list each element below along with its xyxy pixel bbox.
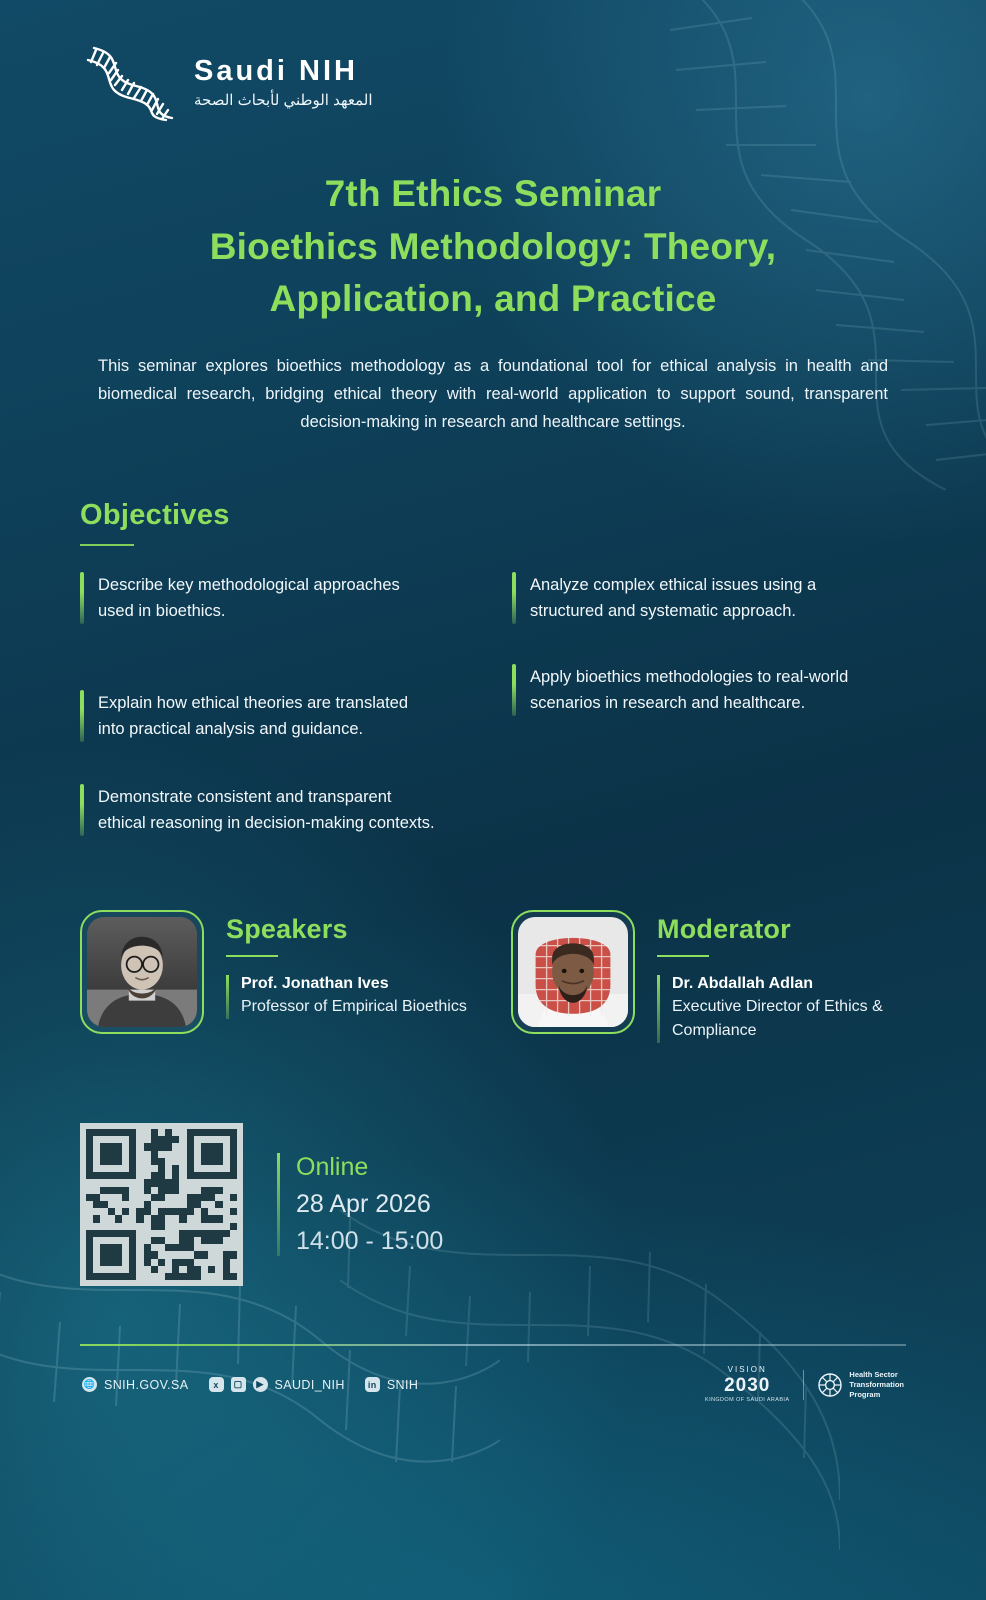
- speaker-name-marker: [226, 975, 229, 1019]
- avatar: [511, 910, 635, 1034]
- event-details: [72, 1123, 914, 1286]
- website-label[interactable]: SNIH.GOV.SA: [104, 1377, 189, 1392]
- moderator-portrait-photo: [518, 917, 628, 1027]
- objectives-column-right: [512, 572, 914, 876]
- moderator-heading-rule: [657, 955, 709, 957]
- objective-marker: [80, 572, 84, 624]
- page-title: [72, 168, 914, 437]
- social-handle[interactable]: SAUDI_NIH: [274, 1377, 345, 1392]
- objective-marker: [80, 784, 84, 836]
- objective-marker: [512, 664, 516, 716]
- objectives-heading-rule: [80, 544, 134, 546]
- event-mode: Online: [296, 1153, 369, 1182]
- hstp-line1: Health Sector: [849, 1369, 898, 1379]
- speaker-title: Professor of Empirical Bioethics: [241, 998, 467, 1016]
- hstp-line3: Program: [849, 1389, 881, 1399]
- objective-item: [512, 664, 914, 716]
- footer: [72, 1366, 914, 1404]
- objective-item: [80, 784, 482, 836]
- speaker-portrait-photo: [87, 917, 197, 1027]
- avatar: [80, 910, 204, 1034]
- intro-paragraph: This seminar explores bioethics methodology as a foundational tool for ethical analysis in health and biomedical research, bridging ethical theory with real-world application to support sound, transparent decision-making in research and healthcare settings.: [98, 356, 888, 432]
- title-line-3: Application, and Practice: [269, 278, 717, 320]
- social-links: [82, 1377, 418, 1392]
- objective-item: [80, 690, 482, 742]
- vision-2030-line1: VISION: [727, 1365, 767, 1375]
- title-line-2: Bioethics Methodology: Theory,: [209, 225, 777, 267]
- objectives-grid: [72, 572, 914, 876]
- dna-helix-icon: [84, 42, 176, 122]
- objective-marker: [512, 572, 516, 624]
- objectives-column-left: [80, 572, 482, 876]
- speaker-heading-rule: [226, 955, 278, 957]
- objectives-heading: Objectives: [80, 498, 230, 531]
- speaker-name: Prof. Jonathan Ives: [241, 975, 389, 993]
- brand-name-en: Saudi NIH: [194, 54, 358, 87]
- partner-separator: [803, 1370, 804, 1400]
- instagram-icon[interactable]: ▢: [231, 1377, 246, 1392]
- objective-text: Demonstrate consistent and transparent ethical reasoning in decision-making contexts.: [98, 787, 435, 833]
- moderator-card: [511, 910, 914, 1043]
- objective-text: Apply bioethics methodologies to real-world scenarios in research and healthcare.: [530, 667, 849, 712]
- linkedin-handle[interactable]: SNIH: [386, 1377, 419, 1392]
- objective-item: [80, 572, 482, 624]
- brand-logo: [72, 0, 914, 122]
- objective-text: Describe key methodological approaches used in bioethics.: [98, 575, 400, 620]
- moderator-name: Dr. Abdallah Adlan: [672, 975, 814, 993]
- objective-item: [512, 572, 914, 624]
- vision-2030-line2: 2030: [724, 1375, 771, 1397]
- objective-marker: [80, 690, 84, 742]
- objective-text: Explain how ethical theories are translated into practical analysis and guidance.: [98, 693, 409, 738]
- objectives-section: [72, 499, 914, 876]
- footer-divider: [80, 1344, 906, 1346]
- hstp-line2: Transformation: [849, 1379, 904, 1389]
- health-sector-transformation-program-logo: [818, 1370, 904, 1400]
- title-line-1: 7th Ethics Seminar: [324, 173, 662, 214]
- speaker-card: [80, 910, 483, 1043]
- x-twitter-icon[interactable]: x: [209, 1377, 224, 1392]
- youtube-icon[interactable]: ▶: [253, 1377, 268, 1392]
- vision-2030-logo: [705, 1366, 789, 1404]
- qr-code[interactable]: [80, 1123, 243, 1286]
- globe-icon[interactable]: 🌐: [82, 1377, 97, 1392]
- linkedin-icon[interactable]: in: [365, 1377, 380, 1392]
- event-time: 14:00 - 15:00: [296, 1227, 444, 1256]
- moderator-title: Executive Director of Ethics & Compliance: [672, 998, 883, 1040]
- hstp-emblem-icon: [818, 1373, 842, 1397]
- moderator-name-marker: [657, 975, 660, 1043]
- moderator-role-heading: Moderator: [657, 914, 791, 945]
- brand-name-ar: المعهد الوطني لأبحاث الصحة: [194, 91, 373, 109]
- people-section: [72, 910, 914, 1043]
- event-date: 28 Apr 2026: [296, 1190, 431, 1219]
- vision-2030-line3: KINGDOM OF SAUDI ARABIA: [705, 1397, 790, 1404]
- partner-logos: [705, 1366, 904, 1404]
- objective-text: Analyze complex ethical issues using a structured and systematic approach.: [530, 575, 817, 620]
- event-marker: [277, 1153, 280, 1256]
- speaker-role-heading: Speakers: [226, 914, 348, 945]
